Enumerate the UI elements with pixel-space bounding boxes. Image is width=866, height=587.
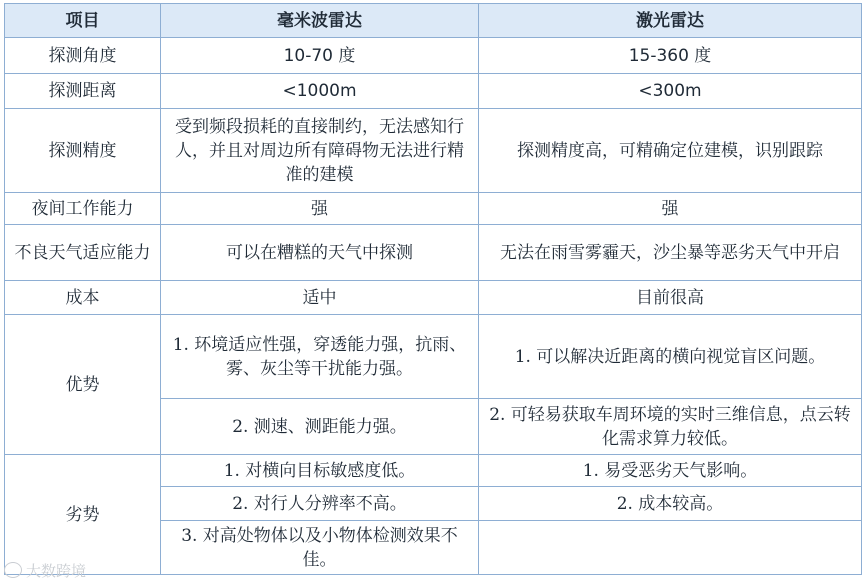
header-item: 项目 <box>5 4 161 38</box>
cell: 1. 对横向目标敏感度低。 <box>161 455 479 487</box>
cell: 探测精度高，可精确定位建模，识别跟踪 <box>479 109 862 193</box>
table-row <box>5 455 862 487</box>
cell: 2. 可轻易获取车周环境的实时三维信息，点云转化需求算力较低。 <box>479 399 862 455</box>
table-row <box>5 281 862 315</box>
cell: 2. 对行人分辨率不高。 <box>161 487 479 521</box>
cell: 2. 成本较高。 <box>479 487 862 521</box>
cell: 可以在糟糕的天气中探测 <box>161 225 479 281</box>
table-row <box>5 225 862 281</box>
table-row <box>5 38 862 74</box>
cell: 1. 环境适应性强，穿透能力强，抗雨、雾、灰尘等干扰能力强。 <box>161 315 479 399</box>
row-label: 优势 <box>5 315 161 455</box>
cell: 1. 易受恶劣天气影响。 <box>479 455 862 487</box>
comparison-table <box>4 3 862 575</box>
cell: 10-70 度 <box>161 38 479 74</box>
row-label: 探测角度 <box>5 38 161 74</box>
cell: 15-360 度 <box>479 38 862 74</box>
cell: <1000m <box>161 74 479 109</box>
cell: 2. 测速、测距能力强。 <box>161 399 479 455</box>
cell: <300m <box>479 74 862 109</box>
table-row <box>5 74 862 109</box>
row-label: 劣势 <box>5 455 161 575</box>
watermark <box>4 560 86 581</box>
watermark-logo-icon <box>4 562 22 578</box>
cell: 强 <box>479 193 862 225</box>
table-row <box>5 193 862 225</box>
row-label: 不良天气适应能力 <box>5 225 161 281</box>
cell: 无法在雨雪雾霾天，沙尘暴等恶劣天气中开启 <box>479 225 862 281</box>
row-label: 探测精度 <box>5 109 161 193</box>
cell: 受到频段损耗的直接制约，无法感知行人，并且对周边所有障碍物无法进行精准的建模 <box>161 109 479 193</box>
header-mmwave: 毫米波雷达 <box>161 4 479 38</box>
cell: 适中 <box>161 281 479 315</box>
cell <box>479 521 862 575</box>
cell: 1. 可以解决近距离的横向视觉盲区问题。 <box>479 315 862 399</box>
cell: 3. 对高处物体以及小物体检测效果不佳。 <box>161 521 479 575</box>
header-lidar: 激光雷达 <box>479 4 862 38</box>
cell: 目前很高 <box>479 281 862 315</box>
row-label: 探测距离 <box>5 74 161 109</box>
table-row <box>5 315 862 399</box>
header-row <box>5 4 862 38</box>
watermark-text: 大数跨境 <box>26 562 87 580</box>
table-row <box>5 109 862 193</box>
row-label: 成本 <box>5 281 161 315</box>
cell: 强 <box>161 193 479 225</box>
row-label: 夜间工作能力 <box>5 193 161 225</box>
